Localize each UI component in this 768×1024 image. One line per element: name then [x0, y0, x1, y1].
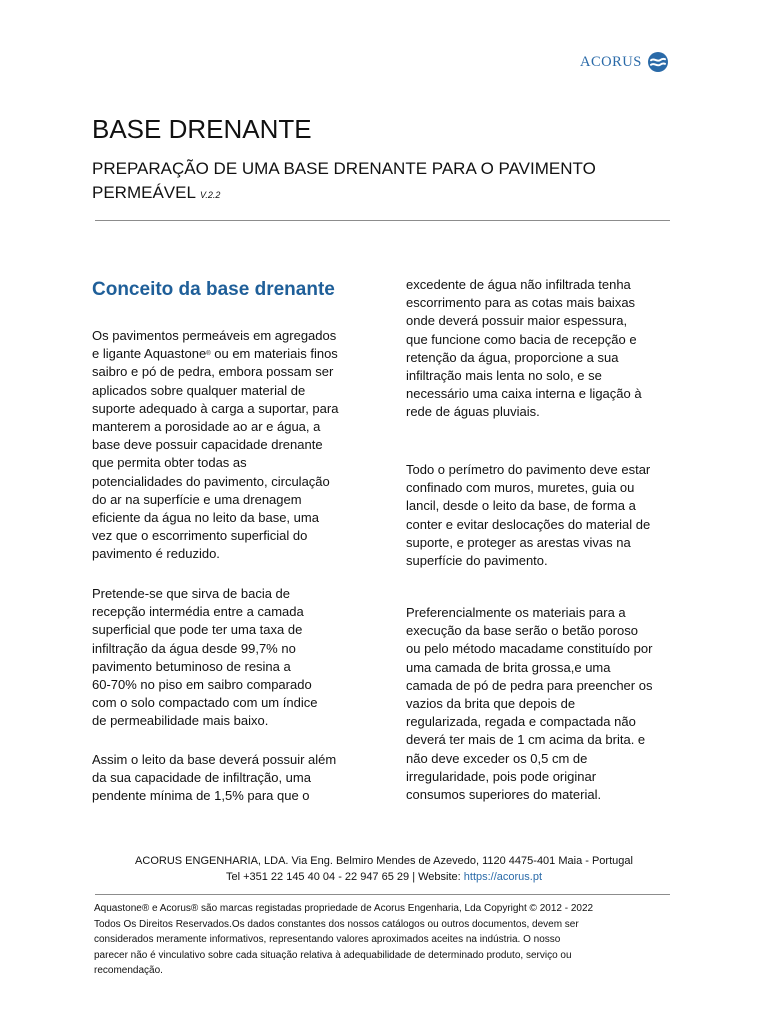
right-paragraph-2: Todo o perímetro do pavimento deve estar confinado com muros, muretes, guia ou lancil, desde o leito da base, de forma a conter e evitar deslocações do material de suporte, e proteger as arestas vivas na superfície do pavimento. — [406, 462, 651, 569]
footer-address: ACORUS ENGENHARIA, LDA. Via Eng. Belmiro Mendes de Azevedo, 1120 4475-401 Maia - Portugal — [135, 855, 633, 867]
right-paragraph-1: excedente de água não infiltrada tenha escorrimento para as cotas mais baixas onde deverá possuir maior espessura, que funcione como bacia de recepção e retenção da água, proporcione a sua infiltração mais lenta no solo, e se necessário uma caixa interna e ligação à rede de águas pluviais. — [406, 277, 642, 420]
brand-name: ACORUS — [580, 53, 642, 70]
footer-contact — [0, 871, 768, 883]
left-paragraph-1 — [92, 327, 392, 564]
left-paragraph-1-start: Os pavimentos permeáveis em agregados e ligante Aquastone — [92, 328, 337, 362]
header-divider — [95, 220, 670, 221]
website-link[interactable]: https://acorus.pt — [463, 871, 543, 883]
left-paragraph-1-rest: ou em materiais finos saibro e pó de pedra, embora possam ser aplicados sobre qualquer material de suporte adequado à carga a suportar, para manterem a porosidade ao ar e água, a base deve possuir capacidade drenante que permita obter todas as potencialidades do pavimento, circulação do ar na superfície e uma drenagem eficiente da água no leito da base, uma vez que o escorrimento superficial do pavimento é reduzido. — [92, 346, 339, 562]
section-heading: Conceito da base drenante — [92, 279, 335, 300]
version-label: V.2.2 — [200, 190, 221, 200]
brand-logo — [580, 52, 668, 72]
page-title: BASE DRENANTE — [92, 114, 312, 144]
footer-contact-text: Tel +351 22 145 40 04 - 22 947 65 29 | Website: — [225, 871, 464, 883]
footer-divider — [95, 894, 670, 895]
registered-mark: ® — [206, 351, 211, 358]
right-paragraph-3: Preferencialmente os materiais para a execução da base serão o betão poroso ou pelo método macadame constituído por uma camada de brita grossa,e uma camada de pó de pedra para preencher os vazios da brita que depois de regularizada, regada e compactada não deverá ter mais de 1 cm acima da brita. e não deve exceder os 0,5 cm de irregularidade, pois pode originar consumos superiores do material. — [406, 605, 653, 803]
left-paragraph-3: Assim o leito da base deverá possuir além da sua capacidade de infiltração, uma pendente mínima de 1,5% para que o — [92, 752, 337, 804]
subtitle-text: PREPARAÇÃO DE UMA BASE DRENANTE PARA O PAVIMENTO PERMEÁVEL — [92, 159, 596, 202]
left-paragraph-2: Pretende-se que sirva de bacia de recepção intermédia entre a camada superficial que pode ter uma taxa de infiltração da água desde 99,7% no pavimento betuminoso de resina a 60-70% no piso em saibro comparado com o solo compactado com um índice de permeabilidade mais baixo. — [92, 586, 318, 729]
acorus-wave-logo-icon — [648, 52, 668, 72]
legal-disclaimer: Aquastone® e Acorus® são marcas registadas propriedade de Acorus Engenharia, Lda Copyright © 2012 - 2022 Todos Os Direitos Reservados.Os dados constantes dos nossos catálogos ou outros documentos, devem ser considerados meramente informativos, representando valores aproximados aceites na indústria. O nosso parecer não é vinculativo sobre cada situação relativa à adequabilidade de determinado produto, serviço ou recomendação. — [94, 903, 594, 977]
page-subtitle — [92, 157, 692, 207]
